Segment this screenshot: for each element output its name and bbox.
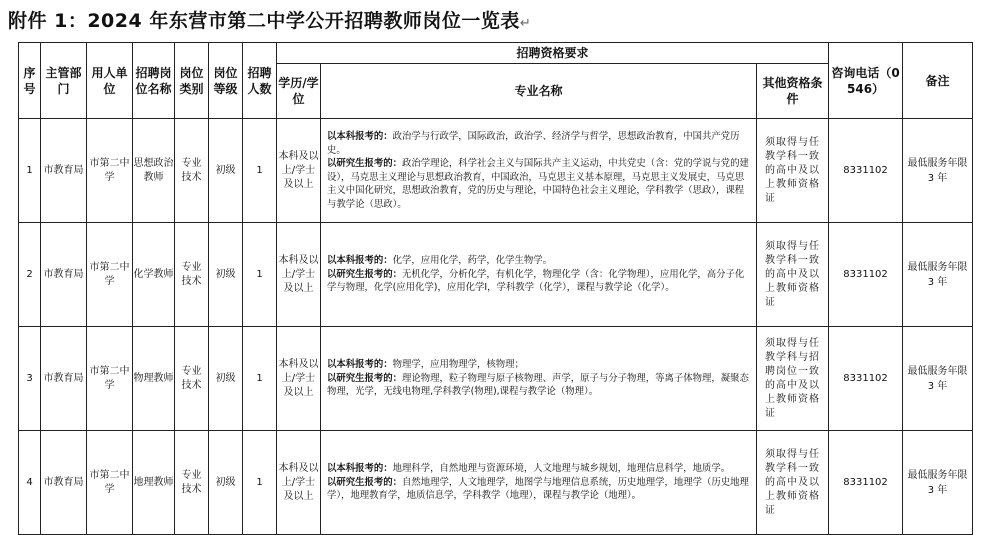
header-other: 其他资格条件: [757, 64, 829, 119]
cell-post-type: 专业技术: [175, 119, 209, 223]
cell-other: 须取得与任教学科与招聘岗位一致的高中及以上教师资格证: [757, 327, 829, 431]
cell-edu: 本科及以上/学士及以上: [277, 119, 321, 223]
cell-phone: 8331102: [829, 327, 903, 431]
header-count: 招聘人数: [243, 43, 277, 119]
undergrad-label: 以本科报考的：: [327, 131, 393, 142]
grad-majors: 自然地理学，人文地理学，地图学与地理信息系统，历史地理学，地理学（历史地理学），地理教育学，地质信息学，学科教学（地理），课程与教学论（地理）。: [327, 476, 749, 502]
cell-post-type: 专业技术: [175, 223, 209, 327]
paragraph-mark-icon: ↵: [519, 16, 532, 31]
cell-major: [321, 327, 757, 431]
cell-other: 须取得与任教学科一致的高中及以上教师资格证: [757, 119, 829, 223]
cell-post-name: 思想政治教师: [133, 119, 175, 223]
undergrad-majors: 化学，应用化学，药学，化学生物学。: [392, 255, 553, 267]
cell-other: 须取得与任教学科一致的高中及以上教师资格证: [757, 223, 829, 327]
cell-seq: 3: [19, 327, 41, 431]
cell-unit: 市第二中学: [87, 223, 133, 327]
cell-edu: 本科及以上/学士及以上: [277, 223, 321, 327]
cell-seq: 4: [19, 431, 41, 535]
cell-major: [321, 431, 757, 535]
cell-post-level: 初级: [209, 223, 243, 327]
grad-majors: 无机化学，分析化学，有机化学，物理化学（含：化学物理），应用化学，高分子化学与物理，化学(应用化学)，应用化学Ⅰ，学科教学（化学），课程与教学论（化学）。: [327, 268, 745, 294]
header-post-type: 岗位类别: [175, 43, 209, 119]
header-post-level: 岗位等级: [209, 43, 243, 119]
undergrad-majors: 地理科学，自然地理与资源环境，人文地理与城乡规划，地理信息科学，地质学。: [392, 463, 731, 475]
undergrad-label: 以本科报考的：: [327, 359, 393, 371]
header-post-name: 招聘岗位名称: [133, 43, 175, 119]
header-edu: 学历/学位: [277, 64, 321, 119]
cell-post-name: 物理教师: [133, 327, 175, 431]
cell-count: 1: [243, 431, 277, 535]
grad-label: 以研究生报考的：: [327, 268, 403, 280]
cell-count: 1: [243, 223, 277, 327]
cell-unit: 市第二中学: [87, 431, 133, 535]
undergrad-majors: 政治学与行政学，国际政治，政治学、经济学与哲学，思想政治教育，中国共产党历史。: [327, 131, 740, 156]
cell-phone: 8331102: [829, 431, 903, 535]
header-seq: 序号: [19, 43, 41, 119]
undergrad-label: 以本科报考的：: [327, 463, 393, 475]
cell-seq: 2: [19, 223, 41, 327]
cell-major: [321, 119, 757, 223]
cell-post-level: 初级: [209, 119, 243, 223]
header-remark: 备注: [903, 43, 973, 119]
cell-dept: 市教育局: [41, 119, 87, 223]
undergrad-majors: 物理学，应用物理学，核物理；: [392, 359, 524, 371]
cell-remark: 最低服务年限 3 年: [903, 327, 973, 431]
cell-phone: 8331102: [829, 119, 903, 223]
header-unit: 用人单位: [87, 43, 133, 119]
cell-post-type: 专业技术: [175, 431, 209, 535]
cell-dept: 市教育局: [41, 327, 87, 431]
cell-dept: 市教育局: [41, 223, 87, 327]
cell-post-level: 初级: [209, 327, 243, 431]
grad-label: 以研究生报考的：: [327, 476, 403, 488]
grad-label: 以研究生报考的：: [327, 372, 403, 384]
cell-remark: 最低服务年限 3 年: [903, 119, 973, 223]
page-title: 附件 1：2024 年东营市第二中学公开招聘教师岗位一览表↵: [8, 10, 532, 32]
cell-edu: 本科及以上/学士及以上: [277, 327, 321, 431]
cell-remark: 最低服务年限 3 年: [903, 431, 973, 535]
table-row: [19, 327, 973, 431]
cell-count: 1: [243, 119, 277, 223]
table-row: [19, 223, 973, 327]
cell-dept: 市教育局: [41, 431, 87, 535]
cell-post-name: 地理教师: [133, 431, 175, 535]
table-row: [19, 119, 973, 223]
header-major: 专业名称: [321, 64, 757, 119]
table-row: [19, 431, 973, 535]
cell-unit: 市第二中学: [87, 327, 133, 431]
cell-remark: 最低服务年限 3 年: [903, 223, 973, 327]
header-phone: 咨询电话（0546）: [829, 43, 903, 119]
cell-post-type: 专业技术: [175, 327, 209, 431]
grad-majors: 政治学理论，科学社会主义与国际共产主义运动，中共党史（含：党的学说与党的建设），马克思主义理论与思想政治教育，中国政治，马克思主义基本原理，马克思主义发展史，马克思主义中国化研究，思想政治教育，党的历史与理论，中国特色社会主义理论，学科教学（思政），课程与教学论（思政）。: [327, 158, 749, 210]
cell-seq: 1: [19, 119, 41, 223]
header-dept: 主管部门: [41, 43, 87, 119]
cell-major: [321, 223, 757, 327]
grad-majors: 理论物理，粒子物理与原子核物理、声学，原子与分子物理，等离子体物理，凝聚态物理，光学，无线电物理,学科教学(物理),课程与教学论（物理）。: [327, 372, 749, 398]
cell-other: 须取得与任教学科一致的高中及以上教师资格证: [757, 431, 829, 535]
cell-unit: 市第二中学: [87, 119, 133, 223]
cell-post-level: 初级: [209, 431, 243, 535]
grad-label: 以研究生报考的：: [327, 158, 403, 169]
recruitment-table: [18, 42, 973, 535]
cell-count: 1: [243, 327, 277, 431]
undergrad-label: 以本科报考的：: [327, 255, 393, 267]
cell-phone: 8331102: [829, 223, 903, 327]
cell-edu: 本科及以上/学士及以上: [277, 431, 321, 535]
cell-post-name: 化学教师: [133, 223, 175, 327]
header-requirements: 招聘资格要求: [277, 43, 829, 64]
